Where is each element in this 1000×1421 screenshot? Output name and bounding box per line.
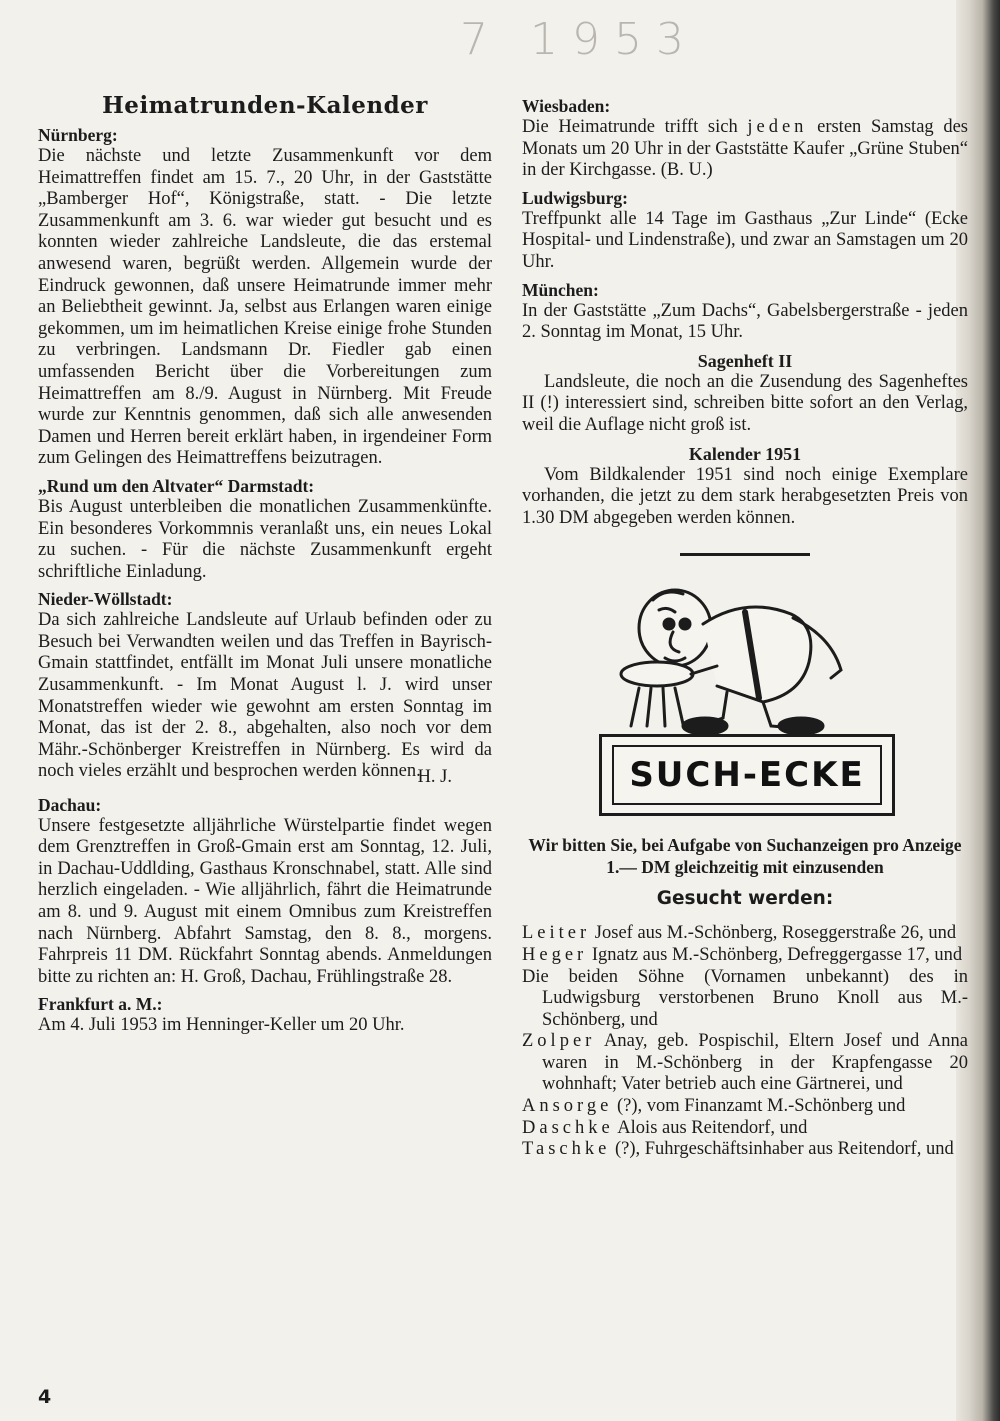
entry-text: Ignatz aus M.-Schönberg, Defreggergasse 17, und xyxy=(587,944,963,965)
section-heading: Ludwigsburg: xyxy=(522,187,629,208)
list-item xyxy=(522,945,968,967)
section-text: Treffpunkt alle 14 Tage im Gasthaus „Zur Linde“ (Ecke Hospital- und Lindenstraße), und zwar an Samstagen um 20 Uhr. xyxy=(522,208,968,272)
section-text: Da sich zahlreiche Landsleute auf Urlaub befinden oder zu Besuch bei Verwandten weilen und das Treffen in Bayrisch-Gmain stattfindet, entfällt im Monat Juli unsere monatliche Zusammenkunft. - Im Monat August l. J. wird unser Monatstreffen wieder wie gewohnt am ersten Sonntag im Monat, das ist der 2. 8., abgehalten, also noch vor dem Mähr.-Schönberger Kreistreffen in Nürnberg. Es wird da noch vieles erzählt und besprochen werden können. xyxy=(38,610,492,782)
list-item xyxy=(522,1118,968,1140)
entry-name: Taschke xyxy=(522,1139,611,1160)
handwritten-year-note: 7 1953 xyxy=(460,14,698,65)
wanted-heading: Gesucht werden: xyxy=(656,888,834,910)
entry-name: Zolper xyxy=(522,1031,596,1052)
search-ad-notice: Wir bitten Sie, bei Aufgabe von Suchanzeigen pro Anzeige 1.— DM gleichzeitig mit einzusenden xyxy=(528,835,962,878)
such-ecke-cartoon xyxy=(595,566,895,816)
such-ecke-banner xyxy=(599,734,895,816)
list-item xyxy=(522,1139,968,1161)
such-ecke-banner-inner xyxy=(612,745,882,805)
right-column xyxy=(522,92,968,1161)
section-muenchen xyxy=(522,280,968,344)
section-wiesbaden xyxy=(522,96,968,182)
list-item xyxy=(522,967,968,1032)
section-heading: „Rund um den Altvater“ Darmstadt: xyxy=(38,475,315,496)
sagenheft-text: Landsleute, die noch an die Zusendung des Sagenheftes II (!) interessiert sind, schreiben bitte sofort an den Verlag, weil die Auflage nicht groß ist. xyxy=(522,371,968,435)
signature: H. J. xyxy=(417,767,452,788)
section-heading: Frankfurt a. M.: xyxy=(38,994,163,1015)
entry-name: Heger xyxy=(522,944,588,965)
section-text: Am 4. Juli 1953 im Henninger-Keller um 20 Uhr. xyxy=(38,1015,405,1036)
divider-rule xyxy=(680,553,810,556)
entry-text: Anay, geb. Pospischil, Eltern Josef und Anna waren in M.-Schönberg in der Krapfengasse 20 wohnhaft; Vater betrieb auch eine Gärtnerei, und xyxy=(542,1031,968,1095)
section-text xyxy=(522,117,968,182)
text-part: ersten Samstag des Monats um 20 Uhr in der Gaststätte Kaufer „Grüne Stuben“ in der Kirchgasse. (B. U.) xyxy=(522,117,968,181)
text-part: Die Heimatrunde trifft sich xyxy=(522,117,748,137)
section-text: In der Gaststätte „Zum Dachs“, Gabelsbergerstraße - jeden 2. Sonntag im Monat, 15 Uhr. xyxy=(522,300,968,343)
kalender-title: Kalender 1951 xyxy=(688,443,802,464)
list-item xyxy=(522,1031,968,1096)
section-dachau xyxy=(38,795,492,989)
entry-name: Daschke xyxy=(522,1117,614,1138)
section-heading: München: xyxy=(522,279,599,300)
entry-text: Josef aus M.-Schönberg, Roseggerstraße 26, und xyxy=(590,923,957,944)
section-nieder-woellstadt xyxy=(38,589,492,788)
list-item xyxy=(522,1096,968,1118)
section-text: Unsere festgesetzte alljährliche Würstelpartie findet wegen dem Grenztreffen in Groß-Gmain erst am Sonntag, 12. Juli, in Dachau-Uddlding, Gasthaus Kronschnabel, statt. Alle sind herzlich eingeladen. - Wie alljährlich, fährt die Heimatrunde am 8. und 9. August mit einem Omnibus zum Kreistreffen nach Nürnberg. Abfahrt Samstag, den 8. 8., morgens. Fahrpreis 11 DM. Rückfahrt Sonntag abends. Anmeldungen bitte zu richten an: H. Groß, Dachau, Frühlingstraße 28. xyxy=(38,815,492,987)
entry-text: Die beiden Söhne (Vornamen unbekannt) des in Ludwigsburg verstorbenen Bruno Knoll aus M.-Schönberg, und xyxy=(522,966,968,1030)
entry-text: Alois aus Reitendorf, und xyxy=(613,1117,808,1138)
section-heading: Wiesbaden: xyxy=(522,96,611,116)
page-number: 4 xyxy=(38,1386,52,1408)
section-ludwigsburg xyxy=(522,188,968,274)
spaced-word: jeden xyxy=(747,117,808,137)
list-item xyxy=(522,923,968,945)
section-frankfurt xyxy=(38,994,492,1037)
section-text: Die nächste und letzte Zusammenkunft vor dem Heimattreffen findet am 15. 7., 20 Uhr, in der Gaststätte „Bamberger Hof“, Königstraße, statt. - Die letzte Zusammenkunft am 3. 6. war wieder gut besucht und es konnten wieder zahlreiche Landsleute, die das erstemal anwesend waren, begrüßt werden. Allgemein wurde der Eindruck gewonnen, daß unsere Heimatrunde immer mehr an Beliebtheit gewinnt. Ja, selbst aus Erlangen waren einige gekommen, um im heimatlichen Kreise einige frohe Stunden zu verbringen. Landsmann Dr. Fiedler gab einen umfassenden Bericht über die Vorbereitungen zum Heimattreffen am 8./9. August in Nürnberg. Mit Freude wurde zur Kenntnis genommen, daß sich alle anwesenden Damen und Herren bereit erklärt haben, in irgendeiner Form zum Gelingen des Heimattreffens beizutragen. xyxy=(38,146,492,469)
entry-text: (?), vom Finanzamt M.-Schönberg und xyxy=(612,1096,906,1117)
section-heading: Nürnberg: xyxy=(38,125,118,145)
section-heading: Dachau: xyxy=(38,794,102,815)
section-nuernberg xyxy=(38,125,492,470)
section-text: Bis August unterbleiben die monatlichen Zusammenkünfte. Ein besonderes Vorkommnis veranlaßt uns, ein neues Lokal zu suchen. - Für die nächste Zusammenkunft ergeht schriftliche Einladung. xyxy=(38,496,492,582)
section-darmstadt xyxy=(38,476,492,583)
kalender-text: Vom Bildkalender 1951 sind noch einige Exemplare vorhanden, die jetzt zu dem stark herabgesetzten Preis von 1.30 DM abgegeben werden können. xyxy=(522,464,968,528)
such-ecke-label: SUCH-ECKE xyxy=(629,755,865,796)
entry-name: Ansorge xyxy=(522,1096,613,1117)
entry-text: (?), Fuhrgeschäftsinhaber aus Reitendorf, und xyxy=(610,1139,954,1160)
entry-name: Leiter xyxy=(522,923,591,944)
page-title: Heimatrunden-Kalender xyxy=(102,92,428,119)
sagenheft-notice xyxy=(522,350,968,437)
left-column xyxy=(38,92,492,1043)
kalender-notice xyxy=(522,443,968,530)
section-heading: Nieder-Wöllstadt: xyxy=(38,589,173,610)
wanted-list xyxy=(522,923,968,1161)
sagenheft-title: Sagenheft II xyxy=(697,350,793,371)
